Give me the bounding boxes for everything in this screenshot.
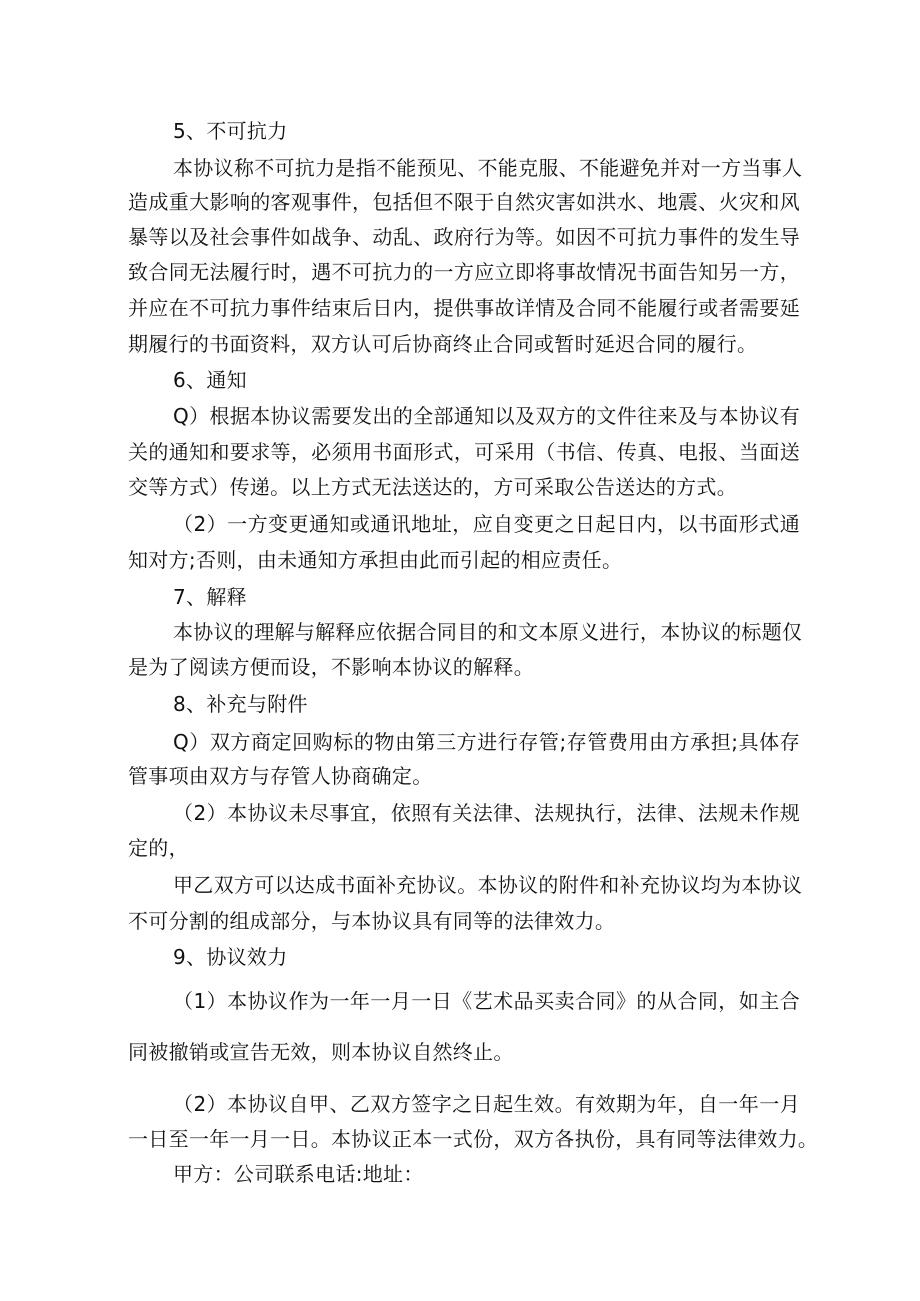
paragraph-line: （2）本协议未尽事宜，依照有关法律、法规执行，法律、法规未作规 xyxy=(173,801,800,825)
paragraph-line: 知对方;否则，由未通知方承担由此而引起的相应责任。 xyxy=(128,548,623,572)
paragraph-line: 交等方式）传递。以上方式无法送达的，方可采取公告送达的方式。 xyxy=(128,475,737,499)
paragraph-line: Q）根据本协议需要发出的全部通知以及双方的文件往来及与本协议有 xyxy=(173,404,800,428)
paragraph-line: 管事项由双方与存管人协商确定。 xyxy=(128,764,433,788)
section-heading-force-majeure: 5、不可抗力 xyxy=(173,119,288,143)
paragraph-line: 期履行的书面资料，双方认可后协商终止合同或暂时延迟合同的履行。 xyxy=(128,332,758,356)
paragraph-line: （1）本协议作为一年一月一日《艺术品买卖合同》的从合同，如主合 xyxy=(173,989,800,1013)
paragraph-line: 并应在不可抗力事件结束后日内，提供事故详情及合同不能履行或者需要延 xyxy=(128,296,800,320)
paragraph-line: 致合同无法履行时，遇不可抗力的一方应立即将事故情况书面告知另一方， xyxy=(128,260,800,284)
paragraph-line: 本协议称不可抗力是指不能预见、不能克服、不能避免并对一方当事人 xyxy=(173,156,803,180)
section-heading-effectiveness: 9、协议效力 xyxy=(173,945,288,969)
paragraph-line: （2）本协议自甲、乙双方签字之日起生效。有效期为年，自一年一月 xyxy=(173,1092,800,1116)
paragraph-line: 关的通知和要求等，必须用书面形式，可采用（书信、传真、电报、当面送 xyxy=(128,440,800,464)
party-a-info: 甲方：公司联系电话:地址： xyxy=(173,1162,424,1186)
paragraph-line: 甲乙双方可以达成书面补充协议。本协议的附件和补充协议均为本协议 xyxy=(173,873,803,897)
paragraph-line: 定的， xyxy=(128,836,189,860)
section-heading-notice: 6、通知 xyxy=(173,368,247,392)
paragraph-line: 同被撤销或宣告无效，则本协议自然终止。 xyxy=(128,1040,514,1064)
paragraph-line: 暴等以及社会事件如战争、动乱、政府行为等。如因不可抗力事件的发生导 xyxy=(128,225,800,249)
paragraph-line: 是为了阅读方便而设，不影响本协议的解释。 xyxy=(128,655,534,679)
paragraph-line: （2）一方变更通知或通讯地址，应自变更之日起日内，以书面形式通 xyxy=(173,512,800,536)
paragraph-line: Q）双方商定回购标的物由第三方进行存管;存管费用由方承担;具体存 xyxy=(173,730,800,754)
paragraph-line: 一日至一年一月一日。本协议正本一式份，双方各执份，具有同等法律效力。 xyxy=(128,1127,819,1151)
paragraph-line: 造成重大影响的客观事件，包括但不限于自然灾害如洪水、地震、火灾和风 xyxy=(128,190,800,214)
paragraph-line: 本协议的理解与解释应依据合同目的和文本原义进行，本协议的标题仅 xyxy=(173,620,803,644)
paragraph-line: 不可分割的组成部分，与本协议具有同等的法律效力。 xyxy=(128,909,616,933)
section-heading-interpretation: 7、解释 xyxy=(173,585,247,609)
section-heading-supplements: 8、补充与附件 xyxy=(173,692,308,716)
